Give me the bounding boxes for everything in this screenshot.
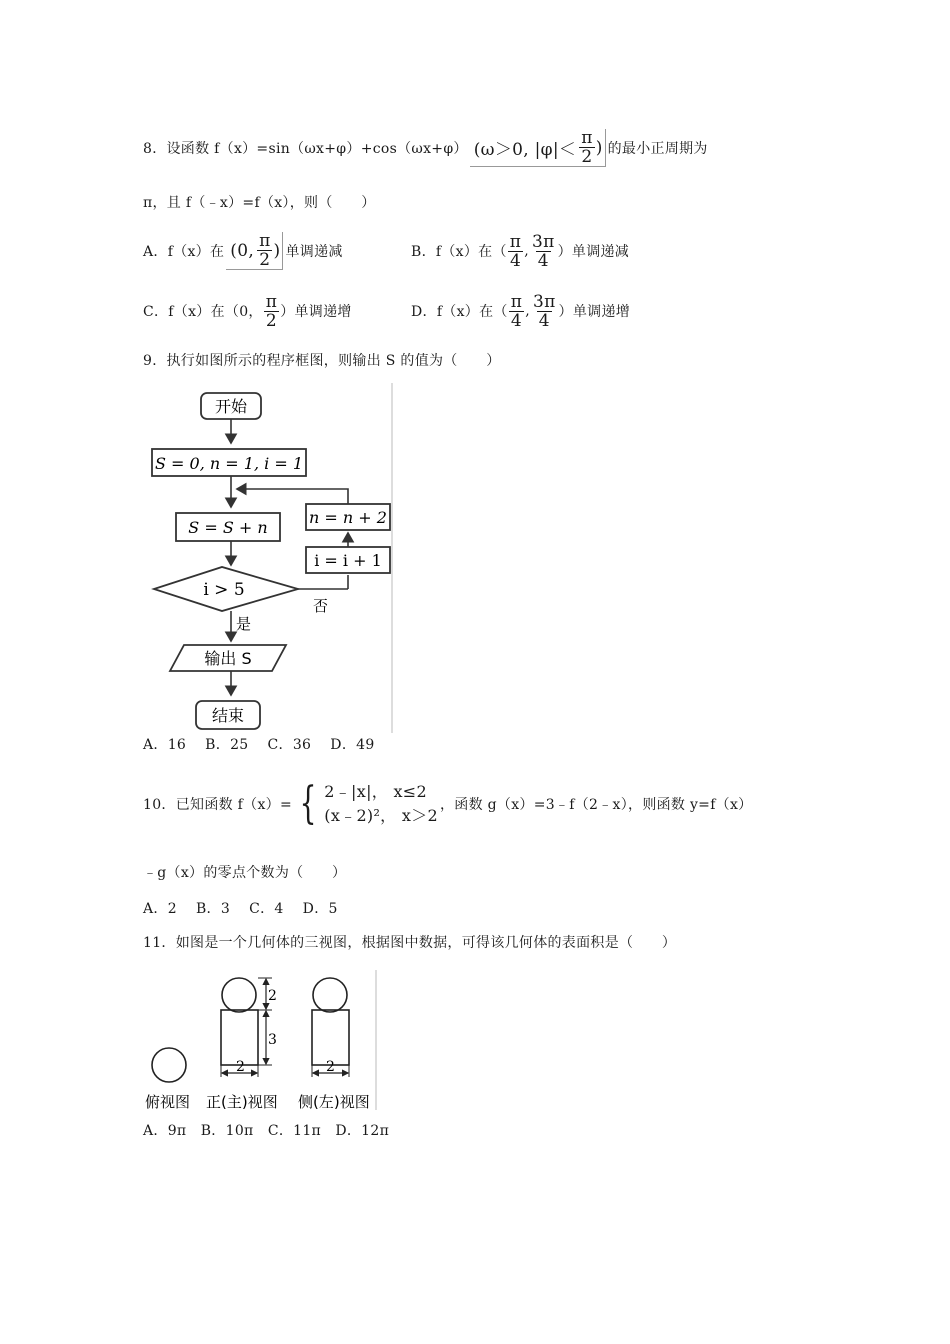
q11-options: A．9π B．10π C．11π D．12π: [143, 1123, 390, 1139]
q8-option-c: C．f（x）在（0，: [143, 304, 263, 320]
q8-line2: π，且 f（﹣x）=f（x），则（ ）: [143, 195, 376, 211]
dim-label-2: 2: [236, 1059, 245, 1075]
dim-label-2: 2: [326, 1059, 335, 1075]
q8-line1: [143, 128, 708, 168]
flow-update-s-label: S = S + n: [188, 518, 268, 537]
q11-stem: 11．如图是一个几何体的三视图，根据图中数据，可得该几何体的表面积是（ ）: [143, 935, 677, 951]
side-view-caption: 侧(左)视图: [298, 1093, 370, 1111]
q8-stem-suffix: 的最小正周期为: [607, 141, 708, 157]
q8-options-cd: C．f（x）在（0， $\frac{\pi}{2}$ ）单调递增 D．f（x）在（ $\frac{\pi}{4}$ , $\frac{3\pi}{4}$ ）单调递增: [143, 291, 631, 331]
flow-inc-i-label: i = i + 1: [314, 551, 382, 570]
front-view-caption: 正(主)视图: [206, 1093, 278, 1111]
dim-label-2: 2: [268, 988, 277, 1004]
q8-stem-text: 8．设函数 f（x）=sin（ωx+φ）+cos（ωx+φ）: [143, 141, 468, 157]
flow-decision-label: i > 5: [203, 580, 245, 600]
top-view-circle: [152, 1048, 186, 1082]
flow-end-label: 结束: [211, 706, 245, 725]
flow-start-label: 开始: [214, 397, 248, 416]
flow-init-label: S = 0, n = 1, i = 1: [155, 454, 303, 473]
q10-piecewise-function: { 2﹣|x|， x≤2 (x﹣2)²， x＞2: [299, 778, 438, 829]
q10-line2: ﹣g（x）的零点个数为（ ）: [143, 865, 347, 881]
q8-option-d: D．f（x）在（ $\frac{\pi}{4}$ , $\frac{3\pi}{4}$ ）单调递增: [411, 291, 631, 331]
q9-stem: 9．执行如图所示的程序框图，则输出 S 的值为（ ）: [143, 353, 501, 369]
q8-options-ab: A．f（x）在 (0, $\frac{\pi}{2}$ ) 单调递减 B．f（x）在（ $\frac{\pi}{4}$ , $\frac{3\pi}{4}$ ）单调递减: [143, 231, 630, 271]
q10-case-1: 2﹣|x|， x≤2: [324, 782, 427, 801]
q8-condition: (ω＞0, |φ|＜ $\frac{\pi}{2}$ ): [470, 129, 606, 167]
q8-option-a: A．f（x）在: [143, 244, 225, 260]
flow-inc-n-label: n = n + 2: [309, 508, 387, 527]
side-view-cylinder: [312, 1010, 349, 1065]
q9-options: A．16 B．25 C．36 D．49: [143, 737, 375, 753]
q10-case-2: (x﹣2)²， x＞2: [324, 806, 438, 825]
flow-output-label: 输出 S: [204, 649, 252, 668]
flow-no-label: 否: [313, 597, 329, 615]
q8-option-b: B．f（x）在（ $\frac{\pi}{4}$ , $\frac{3\pi}{4}$ ）单调递减: [411, 231, 630, 271]
front-view-sphere: [222, 978, 256, 1012]
top-view-caption: 俯视图: [145, 1093, 191, 1111]
side-view-sphere: [313, 978, 347, 1012]
q10-stem: 10．已知函数 f（x）= { 2﹣|x|， x≤2 (x﹣2)²， x＞2 ，函数 g（x）=3﹣f（2﹣x），则函数 y=f（x）: [143, 778, 753, 829]
fraction-pi-over-2: $\frac{\pi}{2}$: [581, 128, 593, 167]
front-view-cylinder: [221, 1010, 258, 1065]
q11-three-views: [140, 970, 385, 1115]
q10-options: A．2 B．3 C．4 D．5: [143, 901, 338, 917]
q9-flowchart: [140, 383, 400, 735]
dim-label-3: 3: [268, 1032, 277, 1048]
flow-yes-label: 是: [236, 615, 252, 633]
flow-loop-arrow: [237, 489, 348, 504]
q8-option-a-interval: (0, $\frac{\pi}{2}$ ): [226, 232, 283, 270]
